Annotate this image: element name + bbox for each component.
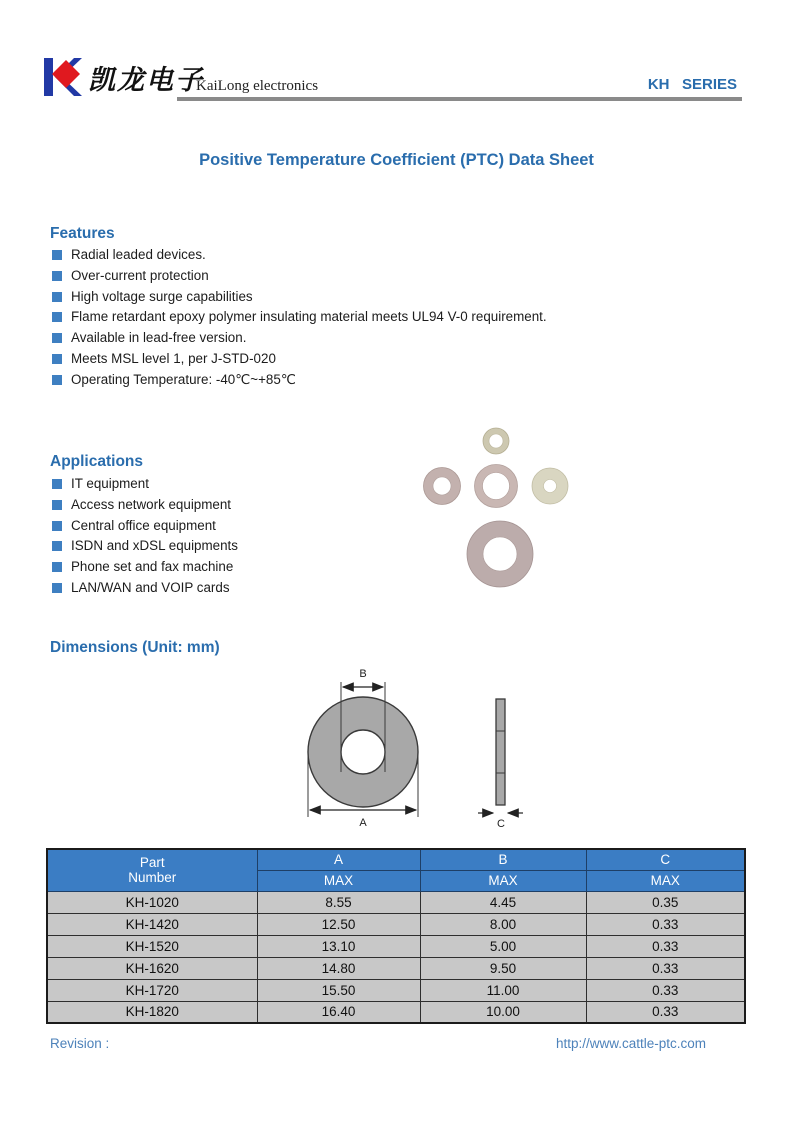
feature-text: Meets MSL level 1, per J-STD-020	[71, 350, 276, 366]
logo-company-name: KaiLong electronics	[196, 78, 319, 94]
square-bullet-icon	[52, 250, 62, 260]
b-cell: 9.50	[420, 957, 586, 979]
b-cell: 11.00	[420, 979, 586, 1001]
feature-text: Flame retardant epoxy polymer insulating material meets UL94 V-0 requirement.	[71, 309, 547, 325]
part-cell: KH-1620	[47, 957, 257, 979]
part-header-line1: Part	[139, 855, 165, 871]
square-bullet-icon	[52, 562, 62, 572]
list-item	[50, 495, 238, 516]
square-bullet-icon	[52, 541, 62, 551]
list-item	[50, 557, 238, 578]
square-bullet-icon	[52, 583, 62, 593]
header-divider	[177, 97, 742, 101]
square-bullet-icon	[52, 312, 62, 322]
square-bullet-icon	[52, 375, 62, 385]
applications-list	[50, 474, 238, 599]
list-item	[50, 328, 547, 349]
c-cell: 0.33	[586, 957, 745, 979]
logo-chinese-text: 凯龙电子	[88, 65, 204, 96]
application-text: Phone set and fax machine	[71, 559, 234, 575]
part-cell: KH-1820	[47, 1001, 257, 1023]
website-link[interactable]: http://www.cattle-ptc.com	[555, 1036, 706, 1051]
square-bullet-icon	[52, 333, 62, 343]
dim-label-b: B	[359, 668, 367, 680]
page-title: Positive Temperature Coefficient (PTC) Data Sheet	[199, 151, 594, 169]
list-item	[50, 307, 547, 328]
table-row	[47, 957, 745, 979]
part-cell: KH-1420	[47, 913, 257, 935]
list-item	[50, 578, 238, 599]
list-item	[50, 370, 547, 391]
table-header-row	[47, 849, 745, 870]
c-cell: 0.33	[586, 935, 745, 957]
list-item	[50, 474, 238, 495]
max-header: MAX	[257, 870, 420, 891]
list-item	[50, 287, 547, 308]
col-header-c: C	[586, 849, 745, 870]
list-item	[50, 349, 547, 370]
dimensions-table	[46, 848, 746, 1024]
c-cell: 0.33	[586, 979, 745, 1001]
feature-text: Available in lead-free version.	[71, 330, 247, 346]
application-text: IT equipment	[71, 476, 149, 491]
application-text: LAN/WAN and VOIP cards	[71, 579, 230, 595]
dimensions-heading: Dimensions (Unit: mm)	[50, 639, 220, 656]
list-item	[50, 245, 547, 266]
square-bullet-icon	[52, 354, 62, 364]
list-item	[50, 516, 238, 537]
b-cell: 5.00	[420, 935, 586, 957]
part-number-header	[47, 849, 257, 891]
application-text: Central office equipment	[71, 517, 216, 533]
ptc-discs-photo	[415, 424, 615, 599]
a-cell: 8.55	[257, 891, 420, 913]
part-cell: KH-1020	[47, 891, 257, 913]
part-cell: KH-1520	[47, 935, 257, 957]
part-cell: KH-1720	[47, 979, 257, 1001]
square-bullet-icon	[52, 500, 62, 510]
a-cell: 12.50	[257, 913, 420, 935]
feature-text: Radial leaded devices.	[71, 247, 206, 262]
revision-label: Revision :	[50, 1036, 110, 1051]
table-row	[47, 1001, 745, 1023]
applications-heading: Applications	[50, 453, 144, 470]
max-header: MAX	[420, 870, 586, 891]
square-bullet-icon	[52, 292, 62, 302]
c-cell: 0.33	[586, 1001, 745, 1023]
b-cell: 4.45	[420, 891, 586, 913]
application-text: Access network equipment	[71, 496, 232, 512]
a-cell: 16.40	[257, 1001, 420, 1023]
kailong-logo-icon	[44, 56, 82, 98]
col-header-b: B	[420, 849, 586, 870]
b-cell: 8.00	[420, 913, 586, 935]
a-cell: 14.80	[257, 957, 420, 979]
b-cell: 10.00	[420, 1001, 586, 1023]
table-row	[47, 935, 745, 957]
square-bullet-icon	[52, 479, 62, 489]
square-bullet-icon	[52, 521, 62, 531]
dim-label-a: A	[359, 817, 367, 829]
features-heading: Features	[50, 225, 115, 242]
feature-text: Operating Temperature: -40℃~+85℃	[71, 371, 296, 387]
feature-text: High voltage surge capabilities	[71, 288, 253, 304]
c-cell: 0.33	[586, 913, 745, 935]
dimension-diagram	[280, 662, 530, 832]
application-text: ISDN and xDSL equipments	[71, 538, 238, 554]
a-cell: 15.50	[257, 979, 420, 1001]
col-header-a: A	[257, 849, 420, 870]
feature-text: Over-current protection	[71, 267, 209, 283]
a-cell: 13.10	[257, 935, 420, 957]
list-item	[50, 536, 238, 557]
list-item	[50, 266, 547, 287]
table-row	[47, 913, 745, 935]
series-label: KH SERIES	[647, 76, 737, 93]
part-header-line2: Number	[128, 870, 177, 886]
table-row	[47, 979, 745, 1001]
features-list	[50, 245, 547, 391]
square-bullet-icon	[52, 271, 62, 281]
dim-label-c: C	[497, 818, 505, 830]
c-cell: 0.35	[586, 891, 745, 913]
max-header: MAX	[586, 870, 745, 891]
table-row	[47, 891, 745, 913]
